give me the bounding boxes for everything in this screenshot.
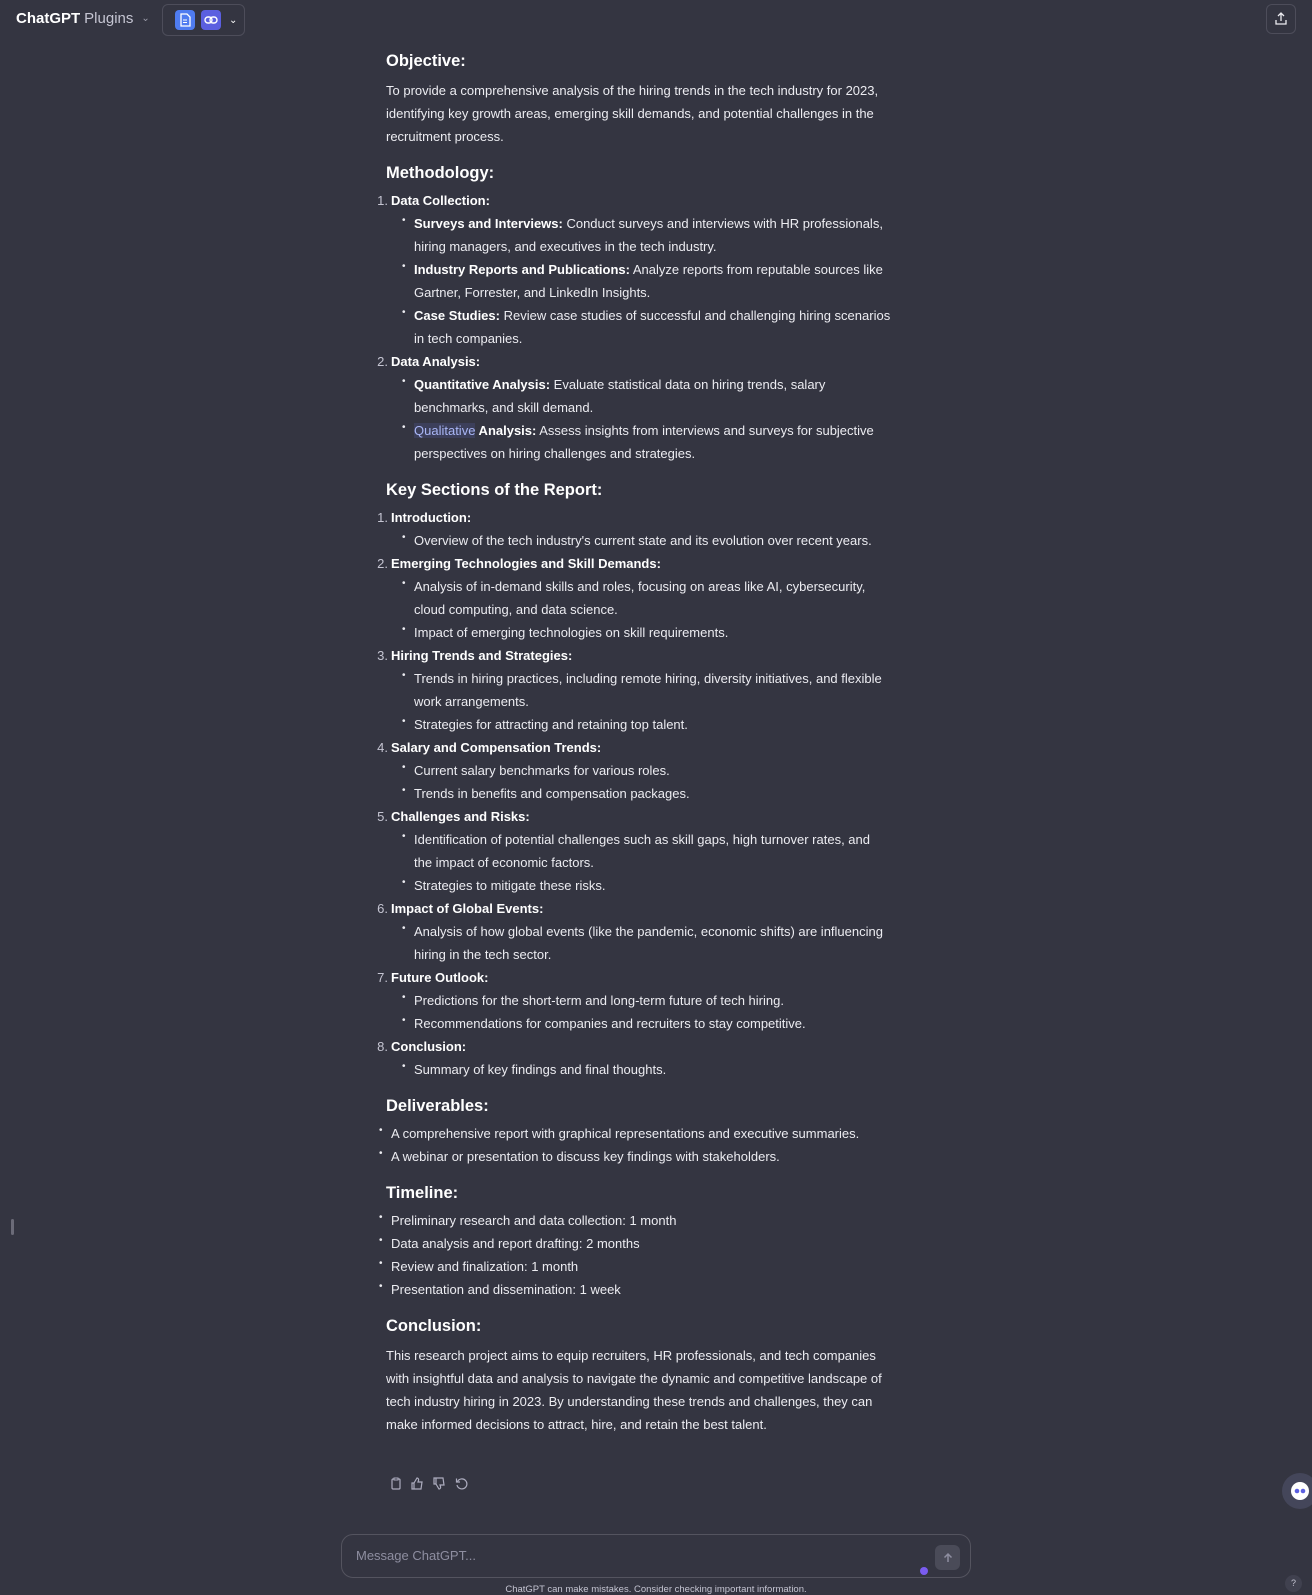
sub-item-label: Analysis:	[475, 423, 537, 438]
thumbs-up-icon[interactable]	[410, 1476, 425, 1491]
help-button[interactable]: ?	[1285, 1575, 1302, 1592]
sub-item-text: Assess insights from interviews and surveys for subjective perspectives on hiring challenges and strategies.	[414, 423, 874, 461]
list-item	[414, 212, 891, 258]
list-item	[377, 897, 891, 966]
deliverables-heading: Deliverables:	[386, 1097, 489, 1115]
list-item	[377, 644, 891, 736]
deliverables-list	[386, 1122, 891, 1168]
message-actions	[388, 1476, 469, 1491]
list-number: 3 .	[374, 644, 388, 667]
list-item	[377, 552, 891, 644]
share-icon	[1274, 12, 1288, 26]
thumbs-down-icon[interactable]	[432, 1476, 447, 1491]
assistant-message	[377, 46, 891, 1441]
objective-text: To provide a comprehensive analysis of the hiring trends in the tech industry for 2023, identifying key growth areas, emerging skill demands, and potential challenges in the recruitment process.	[386, 83, 879, 144]
list-item: • Analysis of how global events (like the pandemic, economic shifts) are influencing hiring in the tech sector.	[414, 920, 891, 966]
list-number: 2 .	[374, 350, 388, 373]
list-item	[377, 350, 891, 465]
list-item-title: Conclusion:	[391, 1039, 467, 1054]
sub-item-text: Evaluate statistical data on hiring trends, salary benchmarks, and skill demand.	[414, 377, 826, 415]
list-item: • Analysis of in-demand skills and roles, focusing on areas like AI, cybersecurity, cloud computing, and data science.	[414, 575, 891, 621]
highlighted-word: Qualitative	[414, 423, 476, 438]
list-item-title: Hiring Trends and Strategies:	[391, 648, 573, 663]
list-item-title: Challenges and Risks:	[391, 809, 530, 824]
list-number: 4 .	[374, 736, 388, 759]
sidebar-resize-handle[interactable]	[11, 1219, 14, 1235]
list-item: • A webinar or presentation to discuss key findings with stakeholders.	[391, 1145, 891, 1168]
list-item	[377, 805, 891, 897]
share-button[interactable]	[1266, 4, 1296, 34]
chevron-down-icon: ⌄	[229, 14, 238, 26]
list-item: • Impact of emerging technologies on skill requirements.	[414, 621, 891, 644]
copy-icon[interactable]	[388, 1476, 403, 1491]
list-item-title: Future Outlook:	[391, 970, 489, 985]
list-item: • Presentation and dissemination: 1 week	[391, 1278, 891, 1301]
model-selector[interactable]	[16, 10, 150, 27]
message-composer	[341, 1534, 971, 1578]
list-item: • Predictions for the short-term and long-term future of tech hiring.	[414, 989, 891, 1012]
key-sections-heading: Key Sections of the Report:	[386, 481, 603, 499]
list-item	[377, 966, 891, 1035]
send-button[interactable]	[935, 1545, 960, 1570]
list-number: 8 .	[374, 1035, 388, 1058]
list-item-title: Emerging Technologies and Skill Demands:	[391, 556, 661, 571]
list-item: • Summary of key findings and final thoughts.	[414, 1058, 891, 1081]
methodology-heading: Methodology:	[386, 164, 495, 182]
list-item: • Trends in benefits and compensation packages.	[414, 782, 891, 805]
regenerate-icon[interactable]	[454, 1476, 469, 1491]
list-item: • Preliminary research and data collection: 1 month	[391, 1209, 891, 1232]
list-number: 7 .	[374, 966, 388, 989]
arrow-up-icon	[942, 1552, 954, 1564]
message-input[interactable]	[354, 1547, 894, 1564]
list-item: • Strategies for attracting and retaining top talent.	[414, 713, 891, 736]
conclusion-text: This research project aims to equip recruiters, HR professionals, and tech companies with insightful data and analysis to navigate the dynamic and competitive landscape of tech industry hiring in 2023. By understanding these trends and challenges, they can make informed decisions to attract, hire, and retain the best talent.	[386, 1348, 882, 1432]
list-item: • Overview of the tech industry's current state and its evolution over recent years.	[414, 529, 891, 552]
list-number: 1 .	[374, 506, 388, 529]
sub-item-text: Analyze reports from reputable sources like Gartner, Forrester, and LinkedIn Insights.	[414, 262, 883, 300]
list-item-title: Impact of Global Events:	[391, 901, 544, 916]
document-plugin-icon	[175, 10, 195, 30]
sub-item-text: Review case studies of successful and challenging hiring scenarios in tech companies.	[414, 308, 891, 346]
list-number: 2 .	[374, 552, 388, 575]
list-item: • Current salary benchmarks for various roles.	[414, 759, 891, 782]
list-item: • Review and finalization: 1 month	[391, 1255, 891, 1278]
list-item-title: Salary and Compensation Trends:	[391, 740, 602, 755]
brand-variant: Plugins	[84, 10, 134, 27]
conclusion-heading: Conclusion:	[386, 1317, 482, 1335]
chevron-down-icon: ⌄	[141, 13, 150, 24]
sub-item-label: Industry Reports and Publications:	[414, 262, 630, 277]
list-item-title: Data Collection:	[391, 193, 490, 208]
key-sections-list	[377, 506, 891, 1081]
list-item	[414, 304, 891, 350]
bot-face-icon	[1290, 1481, 1310, 1501]
disclaimer-text: ChatGPT can make mistakes. Consider checking important information.	[505, 1584, 807, 1595]
list-item	[414, 419, 891, 465]
list-item	[377, 1035, 891, 1081]
list-item: • Identification of potential challenges such as skill gaps, high turnover rates, and the impact of economic factors.	[414, 828, 891, 874]
timeline-list	[386, 1209, 891, 1301]
list-item: • Recommendations for companies and recruiters to stay competitive.	[414, 1012, 891, 1035]
link-plugin-icon	[201, 10, 221, 30]
list-item: • Data analysis and report drafting: 2 months	[391, 1232, 891, 1255]
objective-heading: Objective:	[386, 52, 466, 70]
sub-item-label: Case Studies:	[414, 308, 500, 323]
assistant-widget-button[interactable]	[1282, 1473, 1312, 1509]
list-item-title: Data Analysis:	[391, 354, 481, 369]
list-number: 6 .	[374, 897, 388, 920]
sub-item-label: Quantitative Analysis:	[414, 377, 551, 392]
brand-name: ChatGPT	[16, 10, 81, 27]
list-item: • Trends in hiring practices, including remote hiring, diversity initiatives, and flexible work arrangements.	[414, 667, 891, 713]
plugins-selector-button[interactable]	[162, 4, 245, 36]
methodology-list	[377, 189, 891, 465]
sub-item-label: Surveys and Interviews:	[414, 216, 563, 231]
top-bar	[0, 0, 1312, 38]
list-item: • A comprehensive report with graphical representations and executive summaries.	[391, 1122, 891, 1145]
list-item	[377, 736, 891, 805]
list-item	[414, 258, 891, 304]
list-number: 1 .	[374, 189, 388, 212]
list-item-title: Introduction:	[391, 510, 472, 525]
timeline-heading: Timeline:	[386, 1184, 459, 1202]
list-item: • Strategies to mitigate these risks.	[414, 874, 891, 897]
list-item	[377, 506, 891, 552]
list-item	[414, 373, 891, 419]
sub-item-text: Conduct surveys and interviews with HR professionals, hiring managers, and executives in the tech industry.	[414, 216, 883, 254]
list-item	[377, 189, 891, 350]
status-dot	[920, 1567, 928, 1575]
list-number: 5 .	[374, 805, 388, 828]
